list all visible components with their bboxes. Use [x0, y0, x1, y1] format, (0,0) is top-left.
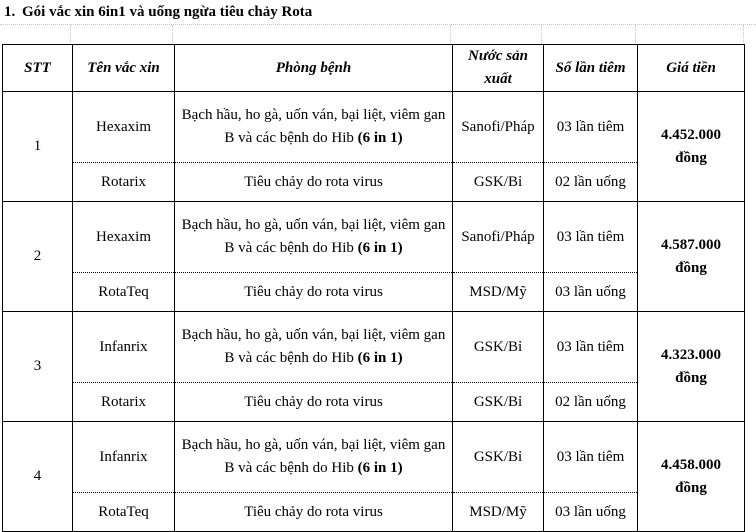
vaccine-name: Rotarix: [73, 383, 175, 422]
price-cell: [638, 202, 745, 312]
table-row: [3, 493, 745, 532]
country: GSK/Bỉ: [453, 422, 544, 493]
price-cell: [638, 92, 745, 202]
country: MSD/Mỹ: [453, 493, 544, 532]
price-amount: 4.452.000: [661, 126, 721, 143]
disease-text: Bạch hầu, ho gà, uốn ván, bại liệt, viêm gan B và các bệnh do Hib: [181, 217, 446, 256]
row-stt: 3: [3, 312, 73, 422]
disease-text: Tiêu chảy do rota virus: [175, 273, 453, 312]
disease-text: Tiêu chảy do rota virus: [175, 493, 453, 532]
vaccine-name: Rotarix: [73, 163, 175, 202]
disease-text: Bạch hầu, ho gà, uốn ván, bại liệt, viêm gan B và các bệnh do Hib: [181, 107, 446, 146]
doses: 03 lần tiêm: [544, 312, 638, 383]
section-number: 1.: [4, 4, 16, 20]
header-country: Nước sản xuất: [453, 45, 544, 92]
vaccine-table: [2, 44, 745, 532]
doses: 02 lần uống: [544, 383, 638, 422]
section-title-text: Gói vắc xin 6in1 và uống ngừa tiêu chảy Rota: [22, 4, 313, 20]
vaccine-name: Hexaxim: [73, 92, 175, 163]
vaccine-name: Hexaxim: [73, 202, 175, 273]
header-vaccine: Tên vắc xin: [73, 45, 175, 92]
disease-tag: (6 in 1): [357, 350, 403, 366]
price-cell: [638, 422, 745, 532]
vaccine-name: Infanrix: [73, 422, 175, 493]
price-unit: đồng: [675, 479, 707, 496]
price-unit: đồng: [675, 259, 707, 276]
country: MSD/Mỹ: [453, 273, 544, 312]
row-stt: 2: [3, 202, 73, 312]
country: GSK/Bỉ: [453, 163, 544, 202]
disease-cell: [175, 312, 453, 383]
doses: 03 lần tiêm: [544, 202, 638, 273]
spreadsheet-gridline: [0, 24, 756, 44]
doses: 03 lần uống: [544, 273, 638, 312]
table-row: [3, 163, 745, 202]
price-cell: [638, 312, 745, 422]
row-stt: 4: [3, 422, 73, 532]
table-row: [3, 92, 745, 163]
country: GSK/Bỉ: [453, 383, 544, 422]
country: GSK/Bỉ: [453, 312, 544, 383]
price-amount: 4.458.000: [661, 456, 721, 473]
table-row: [3, 273, 745, 312]
disease-tag: (6 in 1): [357, 460, 403, 476]
price-amount: 4.587.000: [661, 236, 721, 253]
header-price: Giá tiền: [638, 45, 745, 92]
vaccine-name: RotaTeq: [73, 273, 175, 312]
disease-text: Tiêu chảy do rota virus: [175, 383, 453, 422]
price-unit: đồng: [675, 149, 707, 166]
disease-text: Bạch hầu, ho gà, uốn ván, bại liệt, viêm gan B và các bệnh do Hib: [181, 327, 446, 366]
row-stt: 1: [3, 92, 73, 202]
price-amount: 4.323.000: [661, 346, 721, 363]
disease-text: Bạch hầu, ho gà, uốn ván, bại liệt, viêm gan B và các bệnh do Hib: [181, 437, 446, 476]
doses: 03 lần tiêm: [544, 92, 638, 163]
table-row: [3, 383, 745, 422]
doses: 03 lần uống: [544, 493, 638, 532]
header-stt: STT: [3, 45, 73, 92]
vaccine-name: RotaTeq: [73, 493, 175, 532]
table-header-row: [3, 45, 745, 92]
disease-cell: [175, 422, 453, 493]
vaccine-name: Infanrix: [73, 312, 175, 383]
table-row: [3, 312, 745, 383]
section-title: [0, 0, 756, 24]
country: Sanofi/Pháp: [453, 92, 544, 163]
disease-tag: (6 in 1): [357, 130, 403, 146]
header-doses: Số lần tiêm: [544, 45, 638, 92]
doses: 02 lần uống: [544, 163, 638, 202]
disease-cell: [175, 202, 453, 273]
disease-cell: [175, 92, 453, 163]
disease-tag: (6 in 1): [357, 240, 403, 256]
disease-text: Tiêu chảy do rota virus: [175, 163, 453, 202]
price-unit: đồng: [675, 369, 707, 386]
table-row: [3, 422, 745, 493]
header-disease: Phòng bệnh: [175, 45, 453, 92]
doses: 03 lần tiêm: [544, 422, 638, 493]
table-row: [3, 202, 745, 273]
country: Sanofi/Pháp: [453, 202, 544, 273]
